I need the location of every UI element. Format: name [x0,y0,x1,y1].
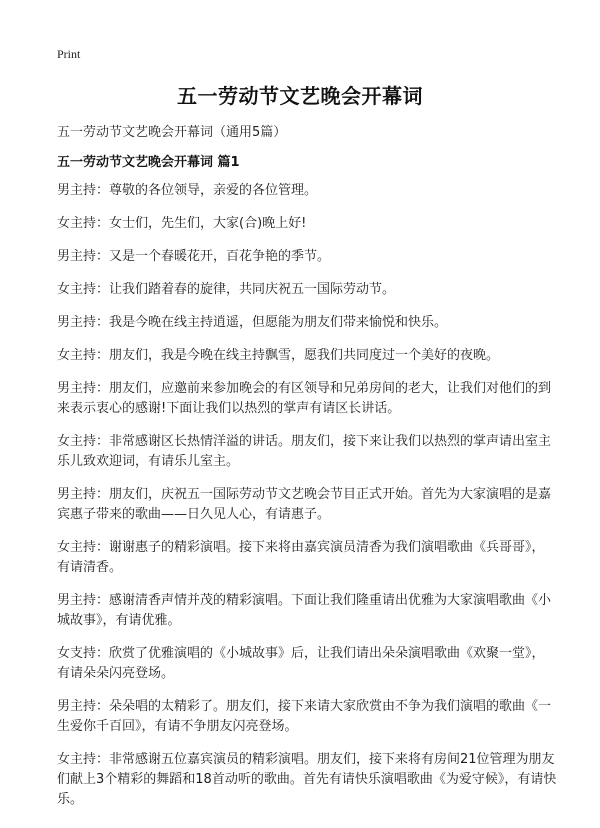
paragraph-list [57,181,557,823]
paragraph: 男主持：尊敬的各位领导，亲爱的各位管理。 [57,183,318,198]
paragraph: 男主持：朵朵唱的太精彩了。朋友们，接下来请大家欣赏由不争为我们演唱的歌曲《一生爱你千百回》，有请不争朋友闪亮登场。 [57,699,552,734]
paragraph: 男主持：又是一个春暖花开，百花争艳的季节。 [57,249,331,264]
paragraph: 男主持：感谢清香声情并茂的精彩演唱。下面让我们隆重请出优雅为大家演唱歌曲《小城故事》，有请优雅。 [57,593,552,628]
paragraph: 女主持：让我们踏着春的旋律，共同庆祝五一国际劳动节。 [57,282,396,297]
paragraph: 男主持：朋友们，庆祝五一国际劳动节文艺晚会节目正式开始。首先为大家演唱的是嘉宾惠子带来的歌曲——日久见人心，有请惠子。 [57,487,552,522]
paragraph: 男主持：我是今晚在线主持逍遥，但愿能为朋友们带来愉悦和快乐。 [57,315,448,330]
paragraph: 男主持：朋友们，应邀前来参加晚会的有区领导和兄弟房间的老大，让我们对他们的到来表示衷心的感谢!下面让我们以热烈的掌声有请区长讲话。 [57,381,552,416]
print-label: Print [57,47,81,61]
page-title: 五一劳动节文艺晚会开幕词 [177,84,423,108]
document-subtitle: 五一劳动节文艺晚会开幕词（通用5篇） [57,125,287,140]
paragraph: 女主持：谢谢惠子的精彩演唱。接下来将由嘉宾演员清香为我们演唱歌曲《兵哥哥》，有请清香。 [57,540,545,575]
paragraph: 女主持：非常感谢五位嘉宾演员的精彩演唱。朋友们，接下来将有房间21位管理为朋友们献上3个精彩的舞蹈和18首动听的歌曲。首先有请快乐演唱歌曲《为爱守候》，有请快乐。 [57,752,557,807]
paragraph: 女主持：女士们，先生们，大家(合)晚上好! [57,216,307,231]
paragraph: 女主持：非常感谢区长热情洋溢的讲话。朋友们，接下来让我们以热烈的掌声请出室主乐儿致欢迎词，有请乐儿室主。 [57,434,552,469]
paragraph: 女支持：欣赏了优雅演唱的《小城故事》后，让我们请出朵朵演唱歌曲《欢聚一堂》，有请朵朵闪亮登场。 [57,646,545,681]
paragraph: 女主持：朋友们，我是今晚在线主持飘雪，愿我们共同度过一个美好的夜晚。 [57,348,500,363]
section-heading: 五一劳动节文艺晚会开幕词 篇1 [57,155,240,170]
